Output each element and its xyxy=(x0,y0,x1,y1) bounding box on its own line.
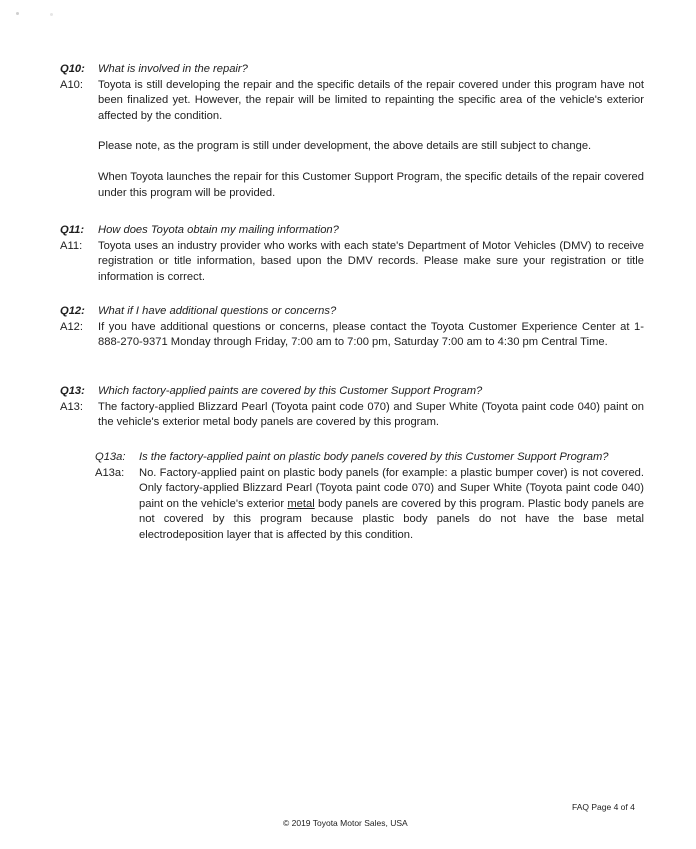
question-label: Q11: xyxy=(60,224,85,236)
question-text: Is the factory-applied paint on plastic body panels covered by this Customer Support Program? xyxy=(139,451,609,463)
answer-paragraph: The factory-applied Blizzard Pearl (Toyota paint code 070) and Super White (Toyota paint code 040) paint on the vehicle's exterior metal body panels are covered by this program. xyxy=(98,400,644,429)
answer-paragraph: Please note, as the program is still under development, the above details are still subject to change. xyxy=(98,140,592,153)
question-label: Q12: xyxy=(60,305,85,317)
question-label: Q10: xyxy=(60,63,85,75)
scan-artifact xyxy=(16,12,19,15)
answer-paragraph: When Toyota launches the repair for this Customer Support Program, the specific details of the repair covered under this program will be provided. xyxy=(98,170,644,199)
answer-label: A13a: xyxy=(95,466,125,479)
answer-text-part: body panels are covered by this program. Plastic body panels are not covered by this program because plastic body panels do not have the base metal electrodeposition layer that is affected by this condition. xyxy=(139,497,644,541)
faq-item-q12 xyxy=(60,304,644,351)
answer-paragraph xyxy=(139,466,644,544)
emphasis-underline: metal xyxy=(287,497,315,510)
faq-item-q13 xyxy=(60,384,644,431)
answer-paragraph: Toyota is still developing the repair and the specific details of the repair covered under this program have not been finalized yet. However, the repair will be limited to repainting the specific area of the vehicle's exterior affected by the condition. xyxy=(98,78,644,122)
copyright-notice: © 2019 Toyota Motor Sales, USA xyxy=(283,818,408,828)
answer-label: A12: xyxy=(60,320,84,333)
answer-paragraph: If you have additional questions or concerns, please contact the Toyota Customer Experience Center at 1-888-270-9371 Monday through Friday, 7:00 am to 7:00 pm, Saturday 7:00 am to 4:30 pm Central Time. xyxy=(98,320,644,349)
faq-subitem-q13a xyxy=(95,450,644,544)
answer-row xyxy=(60,239,644,286)
question-row xyxy=(95,450,644,466)
faq-item-q10 xyxy=(60,62,644,201)
question-text: What if I have additional questions or concerns? xyxy=(98,305,337,317)
scan-artifact xyxy=(50,13,53,16)
question-row xyxy=(60,223,644,239)
question-text: How does Toyota obtain my mailing information? xyxy=(98,224,339,236)
question-label: Q13a: xyxy=(95,451,126,463)
answer-label: A13: xyxy=(60,400,84,413)
question-row xyxy=(60,304,644,320)
faq-item-q11 xyxy=(60,223,644,285)
answer-paragraph: Toyota uses an industry provider who works with each state's Department of Motor Vehicles (DMV) to receive registration or title information, based upon the DMV records. Please make sure your registration or title information is correct. xyxy=(98,239,644,283)
answer-row xyxy=(60,78,644,202)
question-label: Q13: xyxy=(60,385,85,397)
answer-label: A11: xyxy=(60,239,83,252)
question-row xyxy=(60,384,644,400)
answer-row xyxy=(95,466,644,544)
answer-row xyxy=(60,400,644,431)
question-text: What is involved in the repair? xyxy=(98,63,248,75)
page-number: FAQ Page 4 of 4 xyxy=(572,802,635,812)
answer-row xyxy=(60,320,644,351)
answer-text-part: No. Factory-applied paint on plastic body panels (for example: a plastic bumper cover) is not covered. Only factory-applied Blizzard Pearl (Toyota paint code 070) and Super White (Toyota paint code 040) paint on the vehicle's exterior xyxy=(139,466,644,510)
answer-label: A10: xyxy=(60,78,84,91)
question-text: Which factory-applied paints are covered by this Customer Support Program? xyxy=(98,385,483,397)
question-row xyxy=(60,62,644,78)
